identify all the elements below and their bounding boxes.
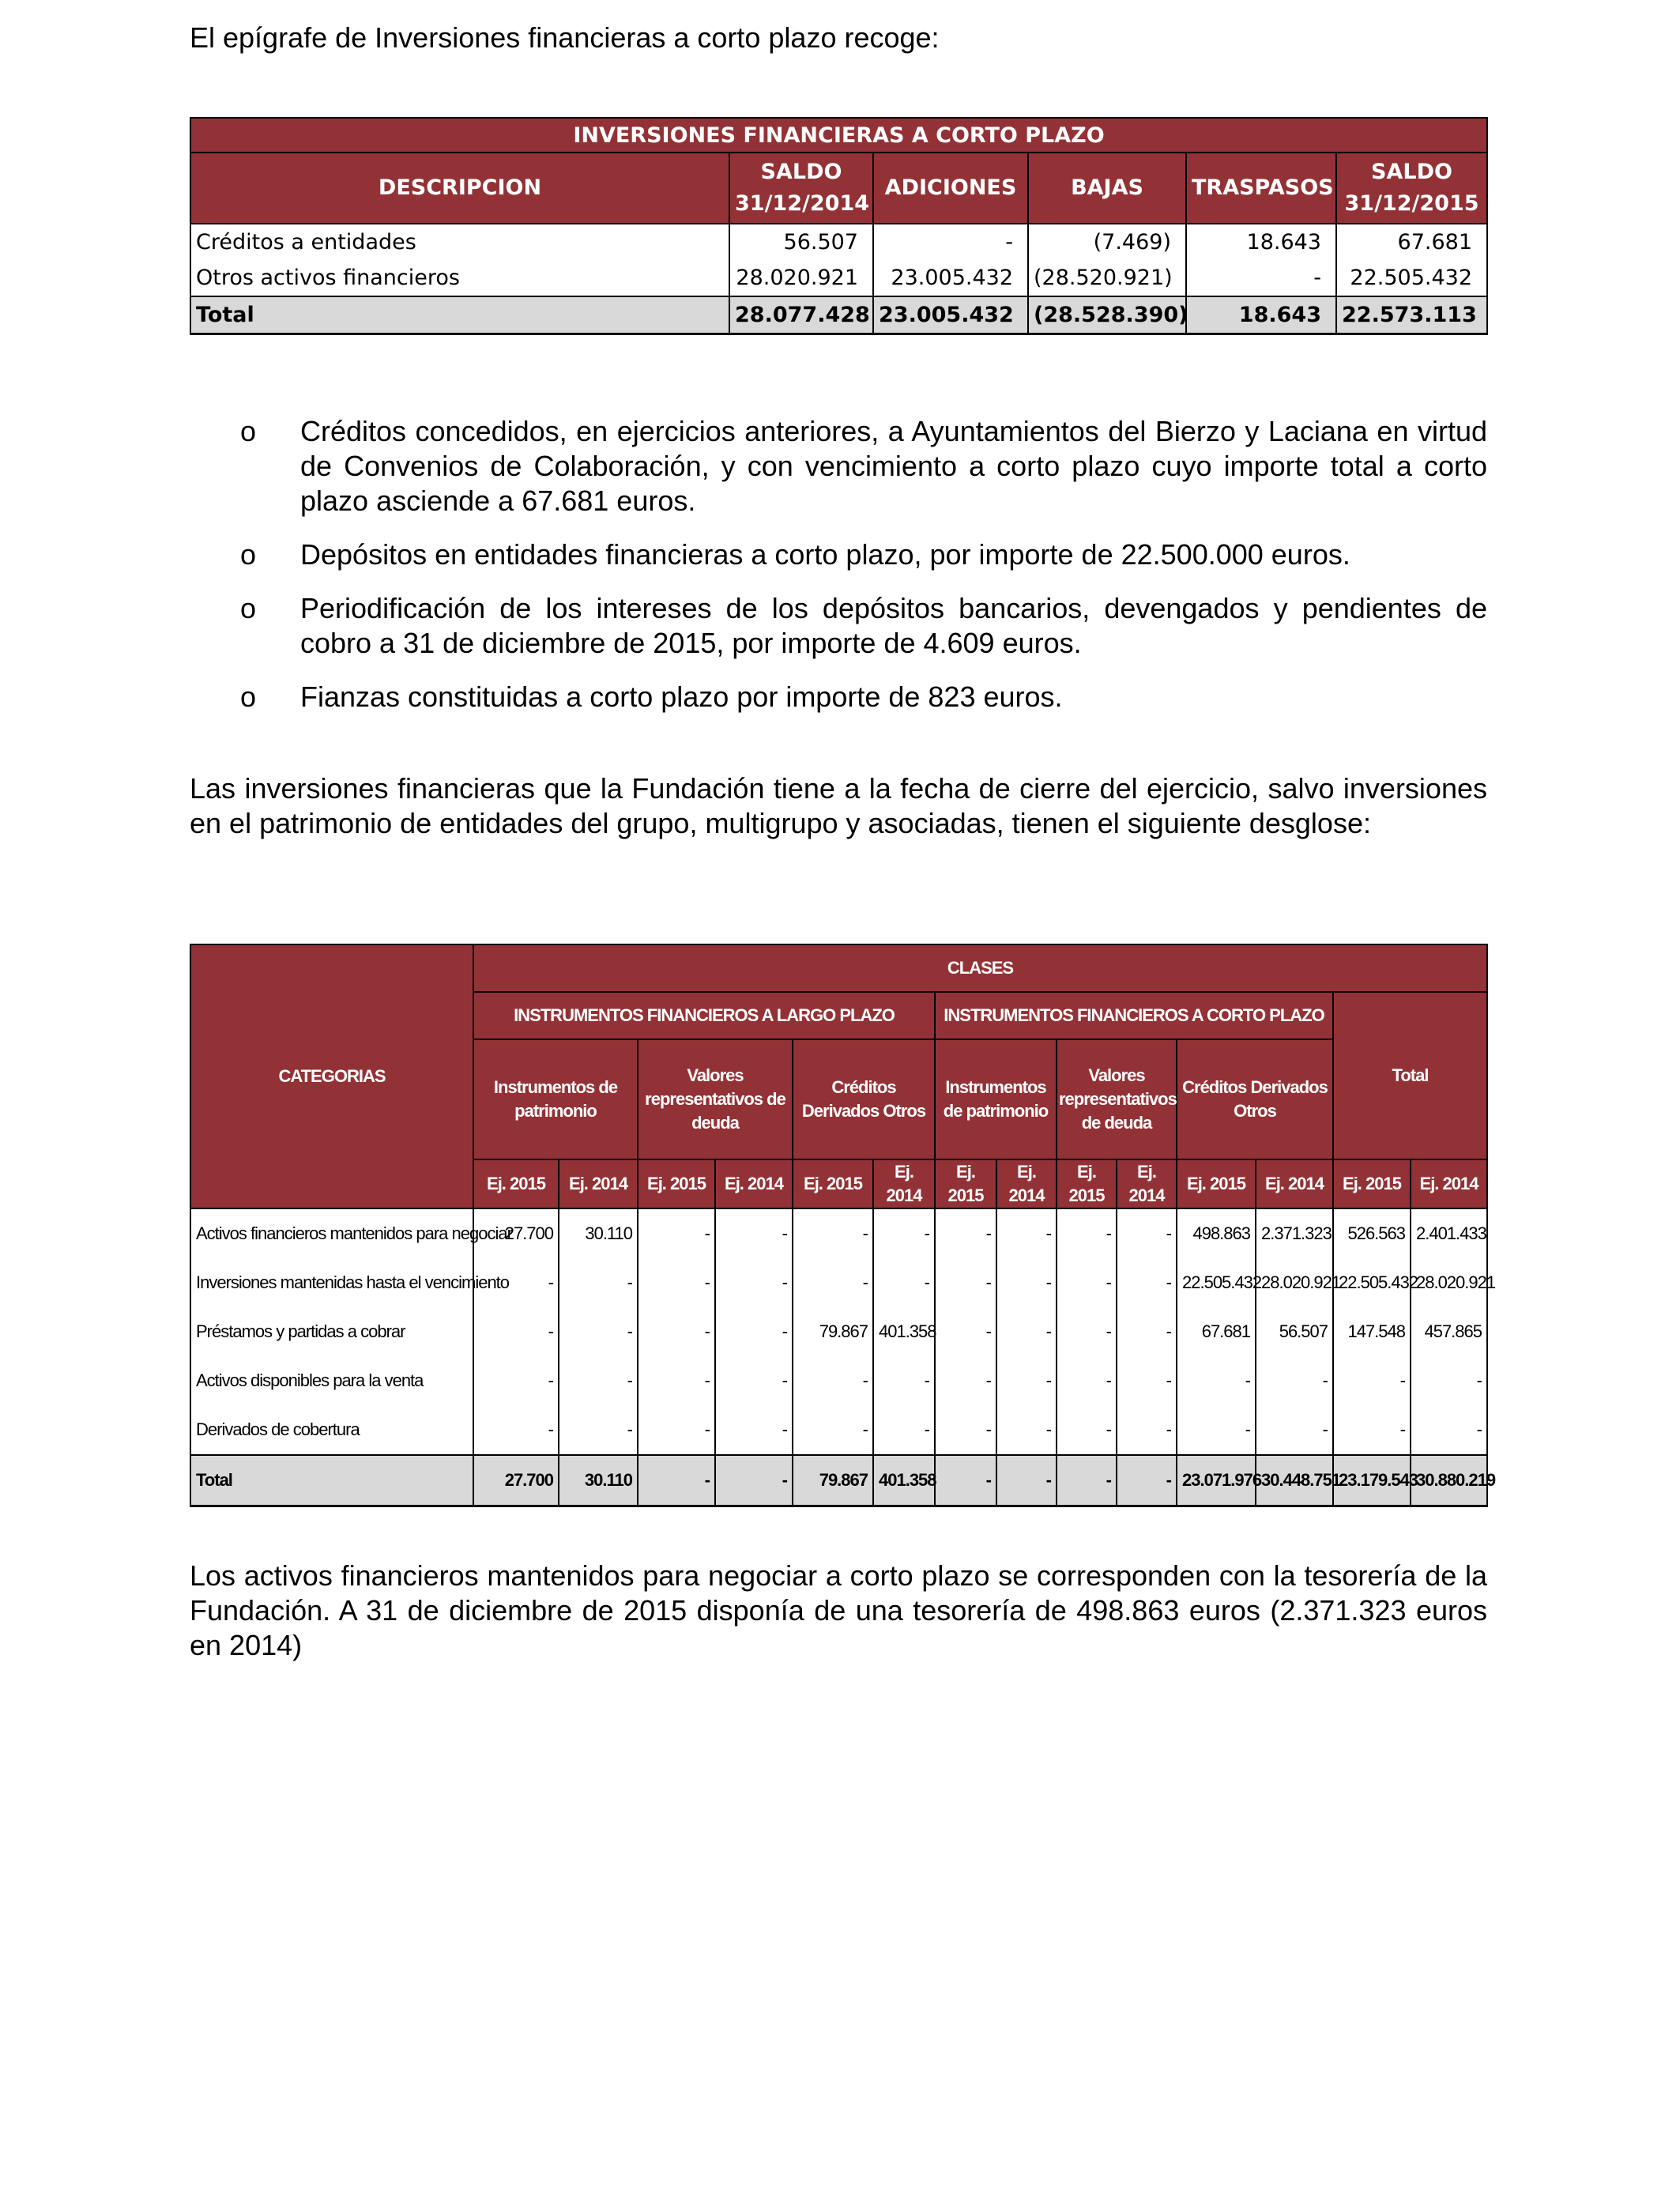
value-cell: -: [1057, 1208, 1117, 1258]
short-term-investments-table: [190, 117, 1488, 335]
value-cell: 28.020.921: [1411, 1258, 1487, 1307]
value-cell: -: [935, 1405, 996, 1455]
list-item: [190, 680, 1487, 714]
value-cell: -: [559, 1405, 638, 1455]
value-cell: -: [1411, 1356, 1487, 1405]
bullet-marker: o: [240, 680, 257, 713]
year-header: Ej. 2014: [715, 1159, 793, 1208]
year-header: Ej. 2015: [1177, 1159, 1256, 1208]
value-cell: -: [873, 1258, 935, 1307]
value-cell: -: [996, 1307, 1057, 1356]
table-cell: 23.005.432: [873, 296, 1028, 334]
table-cell: 67.681: [1336, 224, 1487, 260]
value-cell: 457.865: [1411, 1307, 1487, 1356]
value-cell: -: [935, 1307, 996, 1356]
table1-header: BAJAS: [1028, 153, 1186, 224]
clases-header: CLASES: [473, 944, 1487, 992]
year-header: Ej. 2015: [793, 1159, 873, 1208]
categorias-header: CATEGORIAS: [190, 944, 473, 1208]
value-cell: 498.863: [1177, 1208, 1256, 1258]
value-cell: 526.563: [1333, 1208, 1411, 1258]
value-cell: -: [873, 1356, 935, 1405]
value-cell: -: [1057, 1455, 1117, 1506]
value-cell: 23.071.976: [1177, 1455, 1256, 1506]
value-cell: -: [1117, 1258, 1177, 1307]
year-header: Ej. 2015: [638, 1159, 715, 1208]
value-cell: -: [638, 1307, 715, 1356]
value-cell: 2.371.323: [1256, 1208, 1333, 1258]
paragraph-breakdown: Las inversiones financieras que la Fundación tiene a la fecha de cierre del ejercicio, salvo inversiones en el patrimonio de entidades del grupo, multigrupo y asociadas, tienen el siguiente desglose:: [190, 772, 1487, 839]
value-cell: -: [1057, 1258, 1117, 1307]
value-cell: -: [638, 1356, 715, 1405]
year-header: Ej. 2014: [1117, 1159, 1177, 1208]
value-cell: -: [1256, 1356, 1333, 1405]
value-cell: -: [638, 1455, 715, 1506]
value-cell: -: [1117, 1356, 1177, 1405]
value-cell: -: [996, 1356, 1057, 1405]
table-row: [190, 260, 1487, 296]
value-cell: -: [1411, 1405, 1487, 1455]
value-cell: -: [935, 1258, 996, 1307]
table-row: [190, 1405, 1487, 1455]
value-cell: -: [1117, 1307, 1177, 1356]
subheader: Instrumentos de patrimonio: [935, 1039, 1057, 1159]
bullet-marker: o: [240, 415, 257, 447]
category-cell: Préstamos y partidas a cobrar: [190, 1307, 473, 1356]
table-row: [190, 1356, 1487, 1405]
value-cell: 79.867: [793, 1455, 873, 1506]
value-cell: -: [793, 1208, 873, 1258]
value-cell: -: [559, 1258, 638, 1307]
value-cell: -: [935, 1208, 996, 1258]
value-cell: -: [715, 1258, 793, 1307]
value-cell: -: [559, 1307, 638, 1356]
value-cell: -: [715, 1356, 793, 1405]
value-cell: 22.505.432: [1333, 1258, 1411, 1307]
table-cell: Total: [190, 296, 729, 334]
table-cell: (28.520.921): [1028, 260, 1186, 296]
table1-header: DESCRIPCION: [190, 153, 729, 224]
table-cell: 18.643: [1186, 224, 1336, 260]
year-header: Ej. 2014: [1256, 1159, 1333, 1208]
value-cell: 30.110: [559, 1455, 638, 1506]
value-cell: -: [873, 1208, 935, 1258]
value-cell: -: [996, 1208, 1057, 1258]
value-cell: 67.681: [1177, 1307, 1256, 1356]
value-cell: 27.700: [473, 1208, 559, 1258]
subheader: Créditos Derivados Otros: [793, 1039, 935, 1159]
value-cell: -: [996, 1258, 1057, 1307]
value-cell: -: [473, 1307, 559, 1356]
value-cell: -: [1117, 1455, 1177, 1506]
table-cell: 22.505.432: [1336, 260, 1487, 296]
value-cell: -: [1177, 1356, 1256, 1405]
table1-header: SALDO 31/12/2015: [1336, 153, 1487, 224]
value-cell: 23.179.543: [1333, 1455, 1411, 1506]
subheader: Instrumentos de patrimonio: [473, 1039, 638, 1159]
total-header: Total: [1333, 992, 1487, 1159]
value-cell: -: [715, 1307, 793, 1356]
value-cell: -: [1117, 1208, 1177, 1258]
category-cell: Activos financieros mantenidos para negociar: [190, 1208, 473, 1258]
value-cell: 401.358: [873, 1455, 935, 1506]
table-cell: 56.507: [729, 224, 873, 260]
value-cell: 30.880.219: [1411, 1455, 1487, 1506]
year-header: Ej. 2015: [935, 1159, 996, 1208]
value-cell: -: [473, 1405, 559, 1455]
category-cell: Activos disponibles para la venta: [190, 1356, 473, 1405]
value-cell: -: [715, 1405, 793, 1455]
list-item: [190, 414, 1487, 518]
table-cell: (7.469): [1028, 224, 1186, 260]
long-term-header: INSTRUMENTOS FINANCIEROS A LARGO PLAZO: [473, 992, 935, 1039]
table-cell: 23.005.432: [873, 260, 1028, 296]
year-header: Ej. 2014: [873, 1159, 935, 1208]
short-term-header: INSTRUMENTOS FINANCIEROS A CORTO PLAZO: [935, 992, 1333, 1039]
table-cell: 18.643: [1186, 296, 1336, 334]
year-header: Ej. 2015: [1333, 1159, 1411, 1208]
bullet-list: [190, 414, 1487, 733]
value-cell: -: [793, 1356, 873, 1405]
year-header: Ej. 2014: [1411, 1159, 1487, 1208]
value-cell: -: [638, 1208, 715, 1258]
table-cell: (28.528.390): [1028, 296, 1186, 334]
table1-header: ADICIONES: [873, 153, 1028, 224]
table-row: [190, 1208, 1487, 1258]
table-row: [190, 1307, 1487, 1356]
table-cell: 28.077.428: [729, 296, 873, 334]
value-cell: -: [473, 1258, 559, 1307]
value-cell: -: [996, 1455, 1057, 1506]
value-cell: -: [793, 1405, 873, 1455]
year-header: Ej. 2015: [473, 1159, 559, 1208]
table1-title: INVERSIONES FINANCIERAS A CORTO PLAZO: [190, 118, 1487, 153]
value-cell: -: [638, 1258, 715, 1307]
financial-instruments-table: [190, 944, 1496, 1507]
value-cell: 56.507: [1256, 1307, 1333, 1356]
value-cell: 30.448.751: [1256, 1455, 1333, 1506]
table-cell: Créditos a entidades: [190, 224, 729, 260]
table1-header: TRASPASOS: [1186, 153, 1336, 224]
value-cell: -: [793, 1258, 873, 1307]
subheader: Valores representativos de deuda: [1057, 1039, 1177, 1159]
category-cell: Derivados de cobertura: [190, 1405, 473, 1455]
value-cell: 79.867: [793, 1307, 873, 1356]
value-cell: -: [1057, 1307, 1117, 1356]
list-item: [190, 537, 1487, 572]
value-cell: -: [1057, 1405, 1117, 1455]
table-cell: -: [1186, 260, 1336, 296]
value-cell: -: [873, 1405, 935, 1455]
subheader: Créditos Derivados Otros: [1177, 1039, 1333, 1159]
intro-text: El epígrafe de Inversiones financieras a corto plazo recoge:: [190, 21, 940, 54]
value-cell: -: [935, 1455, 996, 1506]
table-total-row: [190, 296, 1487, 334]
list-item: [190, 591, 1487, 661]
category-cell: Inversiones mantenidas hasta el vencimiento: [190, 1258, 473, 1307]
value-cell: -: [1057, 1356, 1117, 1405]
table-row: [190, 224, 1487, 260]
bullet-marker: o: [240, 592, 257, 624]
value-cell: -: [1177, 1405, 1256, 1455]
table1-header: SALDO 31/12/2014: [729, 153, 873, 224]
value-cell: 22.505.432: [1177, 1258, 1256, 1307]
year-header: Ej. 2014: [559, 1159, 638, 1208]
category-cell: Total: [190, 1455, 473, 1506]
subheader: Valores representativos de deuda: [638, 1039, 793, 1159]
value-cell: 2.401.433: [1411, 1208, 1487, 1258]
value-cell: -: [1117, 1405, 1177, 1455]
table-total-row: [190, 1455, 1487, 1506]
value-cell: -: [1333, 1356, 1411, 1405]
year-header: Ej. 2015: [1057, 1159, 1117, 1208]
table-cell: Otros activos financieros: [190, 260, 729, 296]
value-cell: 401.358: [873, 1307, 935, 1356]
value-cell: -: [473, 1356, 559, 1405]
value-cell: -: [715, 1208, 793, 1258]
year-header: Ej. 2014: [996, 1159, 1057, 1208]
table-cell: 22.573.113: [1336, 296, 1487, 334]
paragraph-treasury: Los activos financieros mantenidos para negociar a corto plazo se corresponden con la tesorería de la Fundación. A 31 de diciembre de 2015 disponía de una tesorería de 498.863 euros (2.371.323 euros en 2014): [190, 1559, 1487, 1661]
value-cell: -: [1256, 1405, 1333, 1455]
value-cell: -: [935, 1356, 996, 1405]
bullet-text: Periodificación de los intereses de los depósitos bancarios, devengados y pendientes de cobro a 31 de diciembre de 2015, por importe de 4.609 euros.: [300, 592, 1487, 659]
table-row: [190, 1258, 1487, 1307]
bullet-marker: o: [240, 538, 257, 571]
bullet-text: Fianzas constituidas a corto plazo por importe de 823 euros.: [300, 680, 1063, 713]
value-cell: -: [559, 1356, 638, 1405]
value-cell: 27.700: [473, 1455, 559, 1506]
table-cell: 28.020.921: [729, 260, 873, 296]
value-cell: 28.020.921: [1256, 1258, 1333, 1307]
table-cell: -: [873, 224, 1028, 260]
bullet-text: Depósitos en entidades financieras a corto plazo, por importe de 22.500.000 euros.: [300, 538, 1350, 571]
value-cell: -: [638, 1405, 715, 1455]
value-cell: -: [715, 1455, 793, 1506]
value-cell: 147.548: [1333, 1307, 1411, 1356]
bullet-text: Créditos concedidos, en ejercicios anteriores, a Ayuntamientos del Bierzo y Laciana en virtud de Convenios de Colaboración, y con vencimiento a corto plazo cuyo importe total a corto plazo asciende a 67.681 euros.: [300, 415, 1487, 517]
value-cell: -: [996, 1405, 1057, 1455]
value-cell: 30.110: [559, 1208, 638, 1258]
value-cell: -: [1333, 1405, 1411, 1455]
